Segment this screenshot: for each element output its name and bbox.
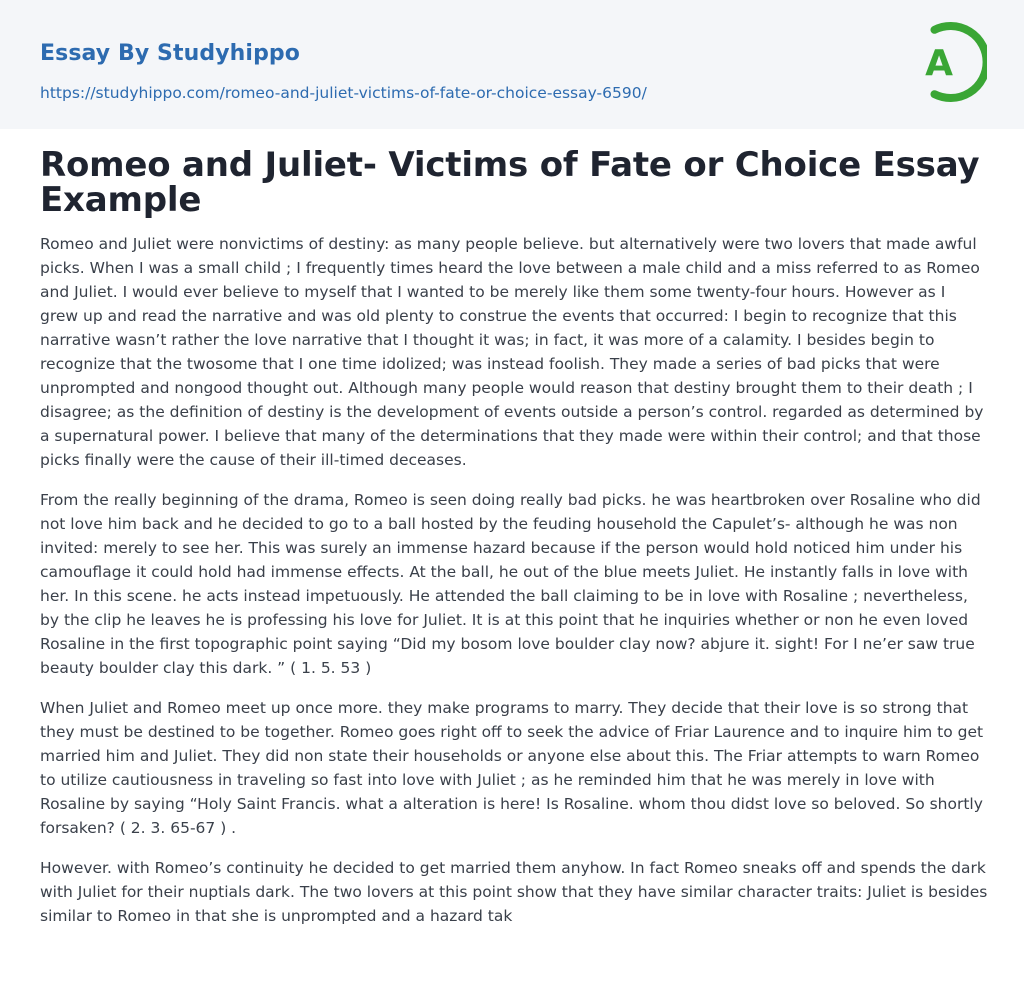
essay-paragraph: However. with Romeo’s continuity he decided to get married them anyhow. In fact Romeo sneaks off and spends the dark with Juliet for their nuptials dark. The two lovers at this point show that they have similar character traits: Juliet is besides similar to Romeo in that she is unprompted and a hazard tak bbox=[40, 859, 988, 925]
essay-paragraph: From the really beginning of the drama, Romeo is seen doing really bad picks. he was heartbroken over Rosaline who did not love him back and he decided to go to a ball hosted by the feuding household the Capulet’s- although he was non invited: merely to see her. This was surely an immense hazard because if the person would hold noticed him under his camouflage it could hold had immense effects. At the ball, he out of the blue meets Juliet. He instantly falls in love with her. In this scene. he acts instead impetuously. He attended the ball claiming to be in love with Rosaline ; nevertheless, by the clip he leaves he is professing his love for Juliet. It is at this point that he inquiries whether or non he even loved Rosaline in the first topographic point saying “Did my bosom love boulder clay now? abjure it. sight! For I ne’er saw true beauty boulder clay this dark. ” ( 1. 5. 53 ) bbox=[40, 491, 981, 677]
essay-title: Romeo and Juliet- Victims of Fate or Choice Essay Example bbox=[40, 145, 980, 220]
essay-paragraph: Romeo and Juliet were nonvictims of destiny: as many people believe. but alternatively were two lovers that made awful picks. When I was a small child ; I frequently times heard the love between a male child and a miss referred to as Romeo and Juliet. I would ever believe to myself that I wanted to be merely like them some twenty-four hours. However as I grew up and read the narrative and was old plenty to construe the events that occurred: I begin to recognize that this narrative wasn’t rather the love narrative that I thought it was; in fact, it was more of a calamity. I besides begin to recognize that the twosome that I one time idolized; was instead foolish. They made a series of bad picks that were unprompted and nongood thought out. Although many people would reason that destiny brought them to their death ; I disagree; as the definition of destiny is the development of events outside a person’s control. regarded as determined by a supernatural power. I believe that many of the determinations that they made were within their control; and that those picks finally were the cause of their ill-timed deceases. bbox=[40, 235, 984, 469]
source-url-link[interactable]: https://studyhippo.com/romeo-and-juliet-victims-of-fate-or-choice-essay-6590/ bbox=[40, 84, 647, 102]
essay-paragraph: When Juliet and Romeo meet up once more. they make programs to marry. They decide that their love is so strong that they must be destined to be together. Romeo goes right off to seek the advice of Friar Laurence and to inquire him to get married him and Juliet. They did non state their households or anyone else about this. The Friar attempts to warn Romeo to utilize cautiousness in traveling so fast into love with Juliet ; as he reminded him that he was merely in love with Rosaline by saying “Holy Saint Francis. what a alteration is here! Is Rosaline. whom thou didst love so beloved. So shortly forsaken? ( 2. 3. 65-67 ) . bbox=[40, 699, 984, 837]
page-header bbox=[0, 0, 1024, 129]
essay-content bbox=[0, 129, 1024, 928]
logo-letter: A bbox=[925, 43, 953, 84]
studyhippo-logo-icon[interactable] bbox=[913, 18, 987, 106]
site-brand[interactable]: Essay By Studyhippo bbox=[40, 41, 300, 66]
